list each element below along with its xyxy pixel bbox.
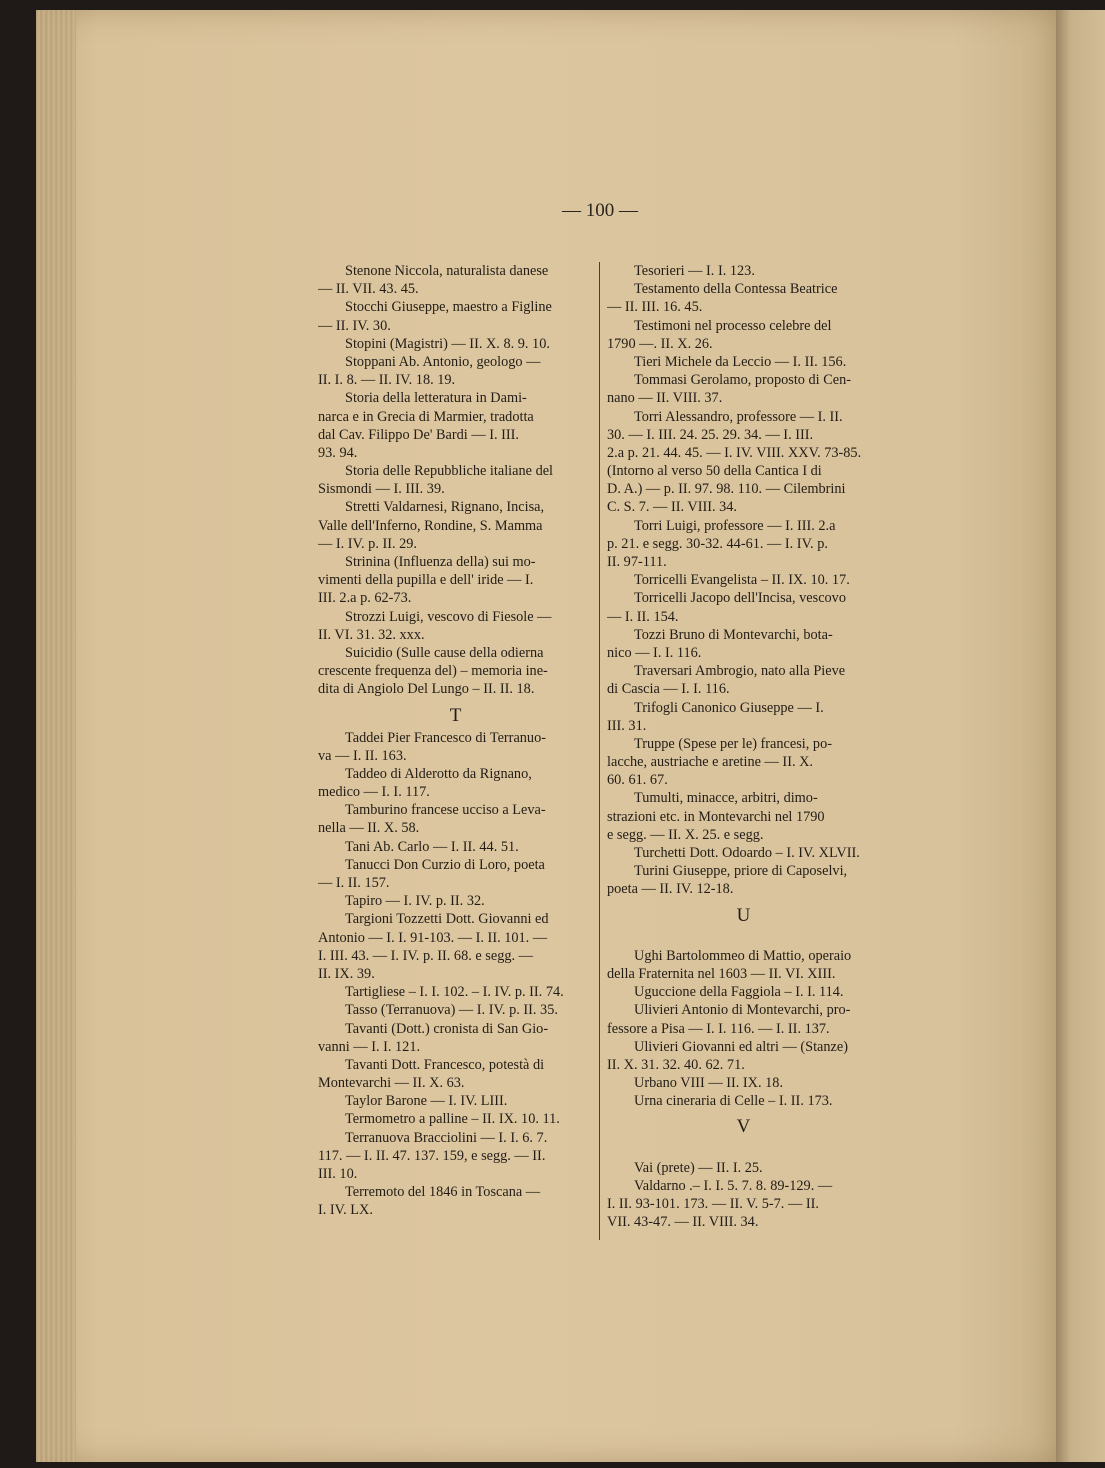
index-entry-line: Tapiro — I. IV. p. II. 32. [345, 893, 485, 910]
index-entry-line: dal Cav. Filippo De' Bardi — I. III. [318, 426, 519, 443]
index-entry-line: vimenti della pupilla e dell' iride — I. [318, 572, 534, 589]
index-entry-line: va — I. II. 163. [318, 747, 407, 764]
index-column-right [607, 262, 880, 1231]
index-entry-line: Valdarno .– I. I. 5. 7. 8. 89-129. — [634, 1177, 833, 1194]
index-entry-line: Termometro a palline – II. IX. 10. 11. [345, 1111, 560, 1128]
index-entry-line: Suicidio (Sulle cause della odierna [345, 644, 544, 661]
index-entry-line: Valle dell'Inferno, Rondine, S. Mamma [318, 517, 543, 534]
index-entry-line: (Intorno al verso 50 della Cantica I di [607, 463, 822, 480]
index-entry-line: Ulivieri Antonio di Montevarchi, pro- [634, 1002, 851, 1019]
index-entry-line: III. 2.a p. 62-73. [318, 590, 412, 607]
index-entry-line: Tani Ab. Carlo — I. II. 44. 51. [345, 838, 519, 855]
index-entry-line: Taddeo di Alderotto da Rignano, [345, 765, 532, 782]
index-entry-line: — II. IV. 30. [318, 317, 391, 334]
index-entry-line: Testamento della Contessa Beatrice [634, 281, 838, 298]
index-entry-line: Torricelli Evangelista – II. IX. 10. 17. [634, 572, 850, 589]
index-entry-line: narca e in Grecia di Marmier, tradotta [318, 408, 534, 425]
index-entry-line: 117. — I. II. 47. 137. 159, e segg. — II. [318, 1147, 546, 1164]
index-entry-line: II. VI. 31. 32. xxx. [318, 626, 425, 643]
section-letter-heading: U [736, 904, 751, 926]
index-entry-line: — I. IV. p. II. 29. [318, 535, 418, 552]
index-entry-line: Urna cineraria di Celle – I. II. 173. [634, 1093, 833, 1110]
index-entry-line: Stocchi Giuseppe, maestro a Figline [345, 299, 552, 316]
index-entry-line: Traversari Ambrogio, nato alla Pieve [634, 663, 846, 680]
index-entry-line: Storia della letteratura in Dami- [345, 390, 527, 407]
index-entry-line: Vai (prete) — II. I. 25. [634, 1159, 763, 1176]
index-entry-line: Tanucci Don Curzio di Loro, poeta [345, 856, 545, 873]
index-entry-line: Sismondi — I. III. 39. [318, 481, 445, 498]
index-entry-line: II. IX. 39. [318, 965, 375, 982]
index-entry-line: Ughi Bartolommeo di Mattio, operaio [634, 947, 852, 964]
index-entry-line: Tavanti (Dott.) cronista di San Gio- [345, 1020, 549, 1037]
index-entry-line: C. S. 7. — II. VIII. 34. [607, 499, 737, 516]
facing-page-edge [1056, 10, 1105, 1462]
index-entry-line: Strozzi Luigi, vescovo di Fiesole — [345, 608, 552, 625]
index-entry-line: Tumulti, minacce, arbitri, dimo- [634, 790, 818, 807]
index-entry-line: Stoppani Ab. Antonio, geologo — [345, 353, 541, 370]
page-gutter-edges [36, 10, 76, 1462]
page-number: — 100 — [562, 200, 638, 221]
index-entry-line: 60. 61. 67. [607, 772, 668, 789]
index-entry-line: Stopini (Magistri) — II. X. 8. 9. 10. [345, 335, 550, 352]
index-entry-line: e segg. — II. X. 25. e segg. [607, 826, 764, 843]
index-entry-line: Tieri Michele da Leccio — I. II. 156. [634, 353, 847, 370]
index-entry-line: Terremoto del 1846 in Toscana — [345, 1184, 541, 1201]
index-entry-line: p. 21. e segg. 30-32. 44-61. — I. IV. p. [607, 535, 828, 552]
index-entry-line: Tavanti Dott. Francesco, potestà di [345, 1056, 545, 1073]
index-entry-line: Urbano VIII — II. IX. 18. [634, 1075, 784, 1092]
index-entry-line: I. II. 93-101. 173. — II. V. 5-7. — II. [607, 1196, 819, 1212]
section-letter-heading: T [449, 704, 462, 726]
index-entry-line: III. 31. [607, 717, 647, 734]
index-entry-line: Trifogli Canonico Giuseppe — I. [634, 699, 824, 716]
index-entry-line: — I. II. 157. [318, 875, 390, 891]
index-entry-line: lacche, austriache e aretine — II. X. [607, 754, 813, 771]
index-entry-line: crescente frequenza del) – memoria ine- [318, 663, 548, 680]
index-entry-line: strazioni etc. in Montevarchi nel 1790 [607, 808, 825, 825]
index-entry-line: 2.a p. 21. 44. 45. — I. IV. VIII. XXV. 73-85. [607, 444, 862, 461]
index-entry-line: nella — II. X. 58. [318, 820, 420, 837]
index-entry-line: di Cascia — I. I. 116. [607, 681, 730, 698]
index-entry-line: Torri Alessandro, professore — I. II. [634, 408, 843, 425]
index-entry-line: 30. — I. III. 24. 25. 29. 34. — I. III. [607, 426, 814, 443]
index-entry-line [607, 929, 880, 947]
index-entry-line: fessore a Pisa — I. I. 116. — I. II. 137. [607, 1020, 830, 1037]
section-letter-heading: V [736, 1116, 751, 1138]
index-entry-line [607, 1140, 880, 1158]
index-entry-line: I. III. 43. — I. IV. p. II. 68. e segg. — [318, 947, 533, 964]
index-entry-line: Tozzi Bruno di Montevarchi, bota- [634, 626, 833, 643]
index-entry-line: Turini Giuseppe, priore di Caposelvi, [634, 863, 848, 880]
index-entry-line: Stretti Valdarnesi, Rignano, Incisa, [345, 499, 545, 516]
index-entry-line: Truppe (Spese per le) francesi, po- [634, 735, 832, 752]
index-entry-line: — I. II. 154. [607, 608, 679, 625]
index-entry-line: II. 97-111. [607, 554, 667, 570]
index-entry-line: 93. 94. [318, 444, 358, 461]
index-entry-line: Ulivieri Giovanni ed altri — (Stanze) [634, 1038, 848, 1055]
index-entry-line: vanni — I. I. 121. [318, 1038, 421, 1055]
index-entry-line: — II. VII. 43. 45. [318, 281, 419, 298]
index-entry-line: Uguccione della Faggiola – I. I. 114. [634, 984, 844, 1001]
index-entry-line: Terranuova Bracciolini — I. I. 6. 7. [345, 1129, 548, 1146]
index-entry-line: 1790 —. II. X. 26. [607, 335, 713, 352]
index-entry-line: medico — I. I. 117. [318, 784, 430, 801]
index-entry-line: III. 10. [318, 1166, 358, 1182]
index-entry-line: nico — I. I. 116. [607, 644, 702, 661]
index-entry-line: nano — II. VIII. 37. [607, 390, 723, 407]
index-entry-line: Tasso (Terranuova) — I. IV. p. II. 35. [345, 1002, 558, 1019]
index-entry-line: Tesorieri — I. I. 123. [634, 263, 755, 279]
index-entry-line: Torricelli Jacopo dell'Incisa, vescovo [634, 590, 846, 607]
index-entry-line: Tartigliese – I. I. 102. – I. IV. p. II. 74. [345, 984, 564, 1001]
index-entry-line: Targioni Tozzetti Dott. Giovanni ed [345, 911, 549, 928]
index-entry-line: della Fraternita nel 1603 — II. VI. XIII. [607, 965, 836, 982]
index-column-left [318, 262, 593, 1220]
index-entry-line: — II. III. 16. 45. [607, 299, 703, 316]
index-entry-line: Testimoni nel processo celebre del [634, 317, 832, 334]
index-entry-line: I. IV. LX. [318, 1202, 373, 1219]
index-entry-line: Tamburino francese ucciso a Leva- [345, 802, 546, 819]
index-entry-line: II. I. 8. — II. IV. 18. 19. [318, 372, 456, 389]
index-entry-line: Montevarchi — II. X. 63. [318, 1075, 465, 1092]
index-entry-line: Stenone Niccola, naturalista danese [345, 263, 549, 279]
index-entry-line: D. A.) — p. II. 97. 98. 110. — Cilembrini [607, 481, 846, 498]
index-entry-line: VII. 43-47. — II. VIII. 34. [607, 1214, 759, 1231]
index-entry-line: Taylor Barone — I. IV. LIII. [345, 1093, 508, 1110]
index-entry-line: poeta — II. IV. 12-18. [607, 881, 734, 898]
index-entry-line: Turchetti Dott. Odoardo – I. IV. XLVII. [634, 845, 860, 861]
index-entry-line: Antonio — I. I. 91-103. — I. II. 101. — [318, 929, 548, 946]
index-entry-line: Torri Luigi, professore — I. III. 2.a [634, 517, 836, 534]
index-entry-line: Taddei Pier Francesco di Terranuo- [345, 729, 546, 746]
column-divider [599, 262, 600, 1240]
index-entry-line: Strinina (Influenza della) sui mo- [345, 554, 536, 570]
index-entry-line: Storia delle Repubbliche italiane del [345, 463, 554, 480]
index-entry-line: dita di Angiolo Del Lungo – II. II. 18. [318, 681, 535, 698]
index-entry-line: Tommasi Gerolamo, proposto di Cen- [634, 372, 851, 389]
index-entry-line: II. X. 31. 32. 40. 62. 71. [607, 1056, 745, 1073]
